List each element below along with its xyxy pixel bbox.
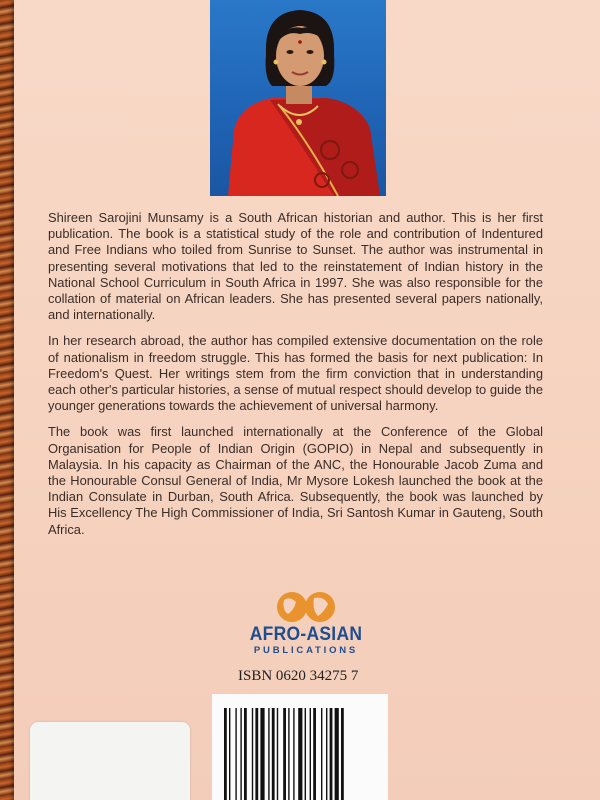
publisher-name: AFRO-ASIAN: [249, 624, 363, 645]
author-photo: [210, 0, 386, 196]
bio-paragraph-3: The book was first launched internationally at the Conference of the Global Organisation for People of Indian Origin (GOPIO) in Nepal and subsequently in Malaysia. In his capacity as Chairman of the ANC, the Honourable Jacob Zuma and the Honourable Consul General of India, Mr Mysore Lokesh launched the book at the Indian Consulate in Durban, South Africa. Subsequently, the book was launched by His Excellency The High Commissioner of India, Sri Santosh Kumar in Gauteng, South Africa.: [48, 424, 543, 537]
globe-icon: [274, 590, 338, 624]
barcode-bars: [224, 708, 376, 800]
author-portrait-image: [210, 0, 386, 196]
price-sticker: [30, 722, 190, 800]
isbn-number: ISBN 0620 34275 7: [238, 668, 359, 684]
bio-paragraph-1: Shireen Sarojini Munsamy is a South African historian and author. This is her first publication. The book is a statistical study of the role and contribution of Indentured and Free Indians who toiled from Sunrise to Sunset. The author was instrumental in presenting several motivations that led to the reinstatement of Indian history in the National School Curriculum in South Africa in 1997. She was also responsible for the collation of material on African leaders. She has presented several papers nationally, and internationally.: [48, 210, 543, 323]
barcode: [212, 694, 388, 800]
publisher-subtitle: PUBLICATIONS: [253, 645, 359, 656]
author-biography: [48, 210, 543, 548]
publisher-logo: [236, 590, 376, 660]
bio-paragraph-2: In her research abroad, the author has compiled extensive documentation on the role of nationalism in freedom struggle. This has formed the basis for next publication: In Freedom's Quest. Her writings stem from the firm conviction that in understanding each other's particular histories, a sense of mutual respect should develop to guide the younger generations towards the achievement of universal harmony.: [48, 333, 543, 414]
